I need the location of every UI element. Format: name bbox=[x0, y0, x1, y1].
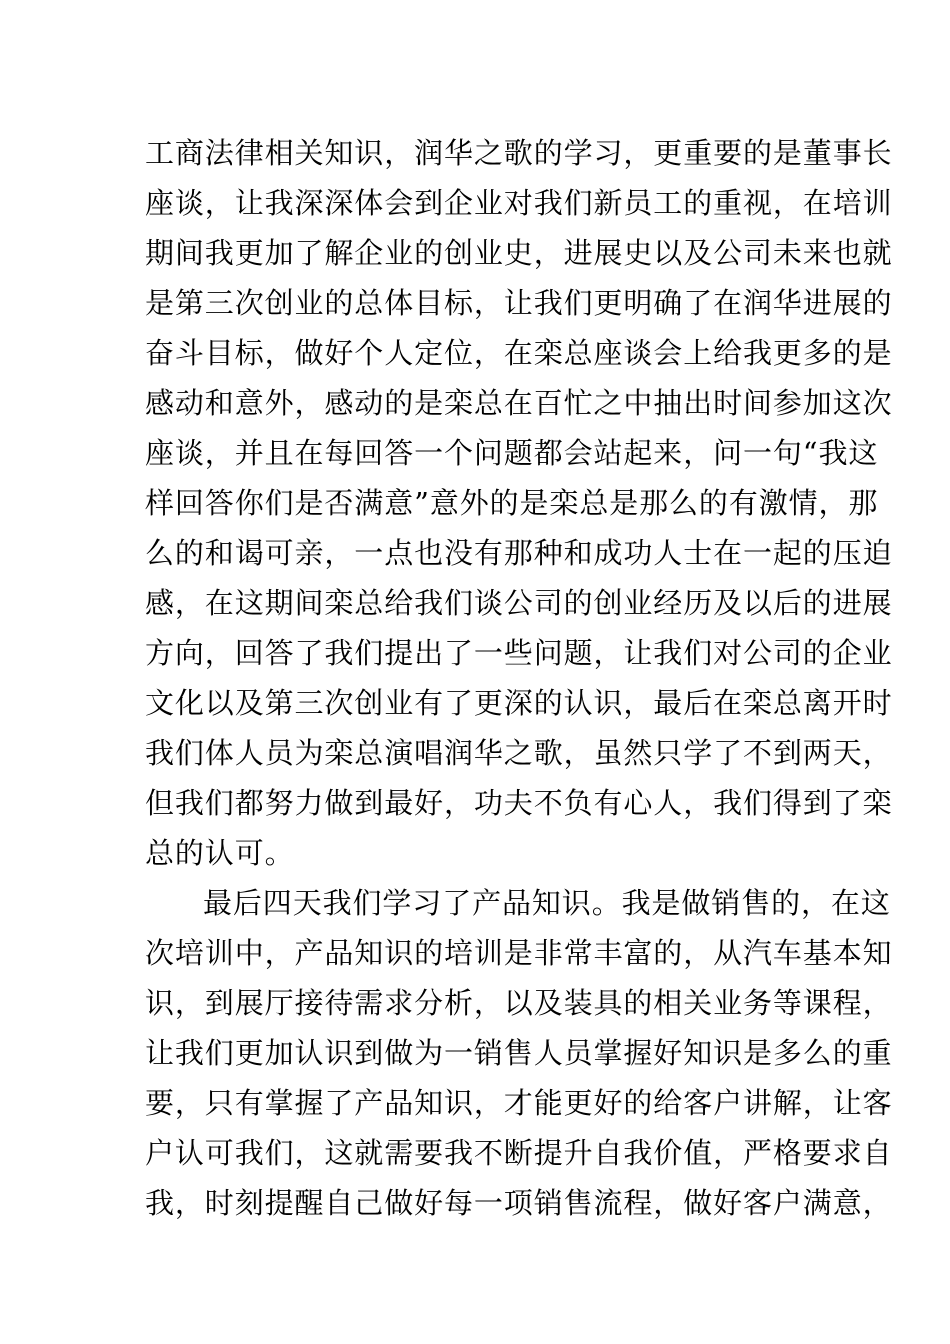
paragraph-1-line-13: 我们体人员为栾总演唱润华之歌，虽然只学了不到两天， bbox=[145, 736, 893, 770]
paragraph-1-line-9: 么的和谒可亲，一点也没有那种和成功人士在一起的压迫 bbox=[145, 536, 893, 570]
paragraph-1-line-1: 工商法律相关知识，润华之歌的学习，更重要的是董事长 bbox=[145, 136, 893, 170]
paragraph-1-line-6: 感动和意外，感动的是栾总在百忙之中抽出时间参加这次 bbox=[145, 386, 893, 420]
paragraph-2-line-6: 户认可我们，这就需要我不断提升自我价值，严格要求自 bbox=[145, 1136, 893, 1170]
paragraph-2-line-5: 要，只有掌握了产品知识，才能更好的给客户讲解，让客 bbox=[145, 1086, 893, 1120]
paragraph-1-line-15: 总的认可。 bbox=[145, 836, 295, 870]
paragraph-2-line-4: 让我们更加认识到做为一销售人员掌握好知识是多么的重 bbox=[145, 1036, 893, 1070]
paragraph-1-line-3: 期间我更加了解企业的创业史，进展史以及公司未来也就 bbox=[145, 236, 893, 270]
paragraph-1-line-2: 座谈，让我深深体会到企业对我们新员工的重视，在培训 bbox=[145, 186, 893, 220]
paragraph-1-line-5: 奋斗目标，做好个人定位，在栾总座谈会上给我更多的是 bbox=[145, 336, 893, 370]
paragraph-2-line-2: 次培训中，产品知识的培训是非常丰富的，从汽车基本知 bbox=[145, 936, 893, 970]
document-body bbox=[145, 128, 893, 1228]
paragraph-1-line-7: 座谈，并且在每回答一个问题都会站起来，问一句“我这 bbox=[145, 436, 879, 470]
paragraph-1-line-12: 文化以及第三次创业有了更深的认识，最后在栾总离开时 bbox=[145, 686, 893, 720]
paragraph-1-line-4: 是第三次创业的总体目标，让我们更明确了在润华进展的 bbox=[145, 286, 893, 320]
paragraph-1-line-10: 感，在这期间栾总给我们谈公司的创业经历及以后的进展 bbox=[145, 586, 893, 620]
paragraph-1 bbox=[145, 128, 893, 878]
paragraph-1-line-11: 方向，回答了我们提出了一些问题，让我们对公司的企业 bbox=[145, 636, 893, 670]
paragraph-2 bbox=[145, 878, 893, 1228]
paragraph-1-line-8: 样回答你们是否满意”意外的是栾总是那么的有激情，那 bbox=[145, 486, 879, 520]
paragraph-2-line-3: 识，到展厅接待需求分析，以及装具的相关业务等课程， bbox=[145, 986, 893, 1020]
paragraph-1-line-14: 但我们都努力做到最好，功夫不负有心人，我们得到了栾 bbox=[145, 786, 893, 820]
paragraph-2-line-7: 我，时刻提醒自己做好每一项销售流程，做好客户满意， bbox=[145, 1186, 893, 1220]
paragraph-2-line-1: 最后四天我们学习了产品知识。我是做销售的，在这 bbox=[203, 886, 891, 920]
